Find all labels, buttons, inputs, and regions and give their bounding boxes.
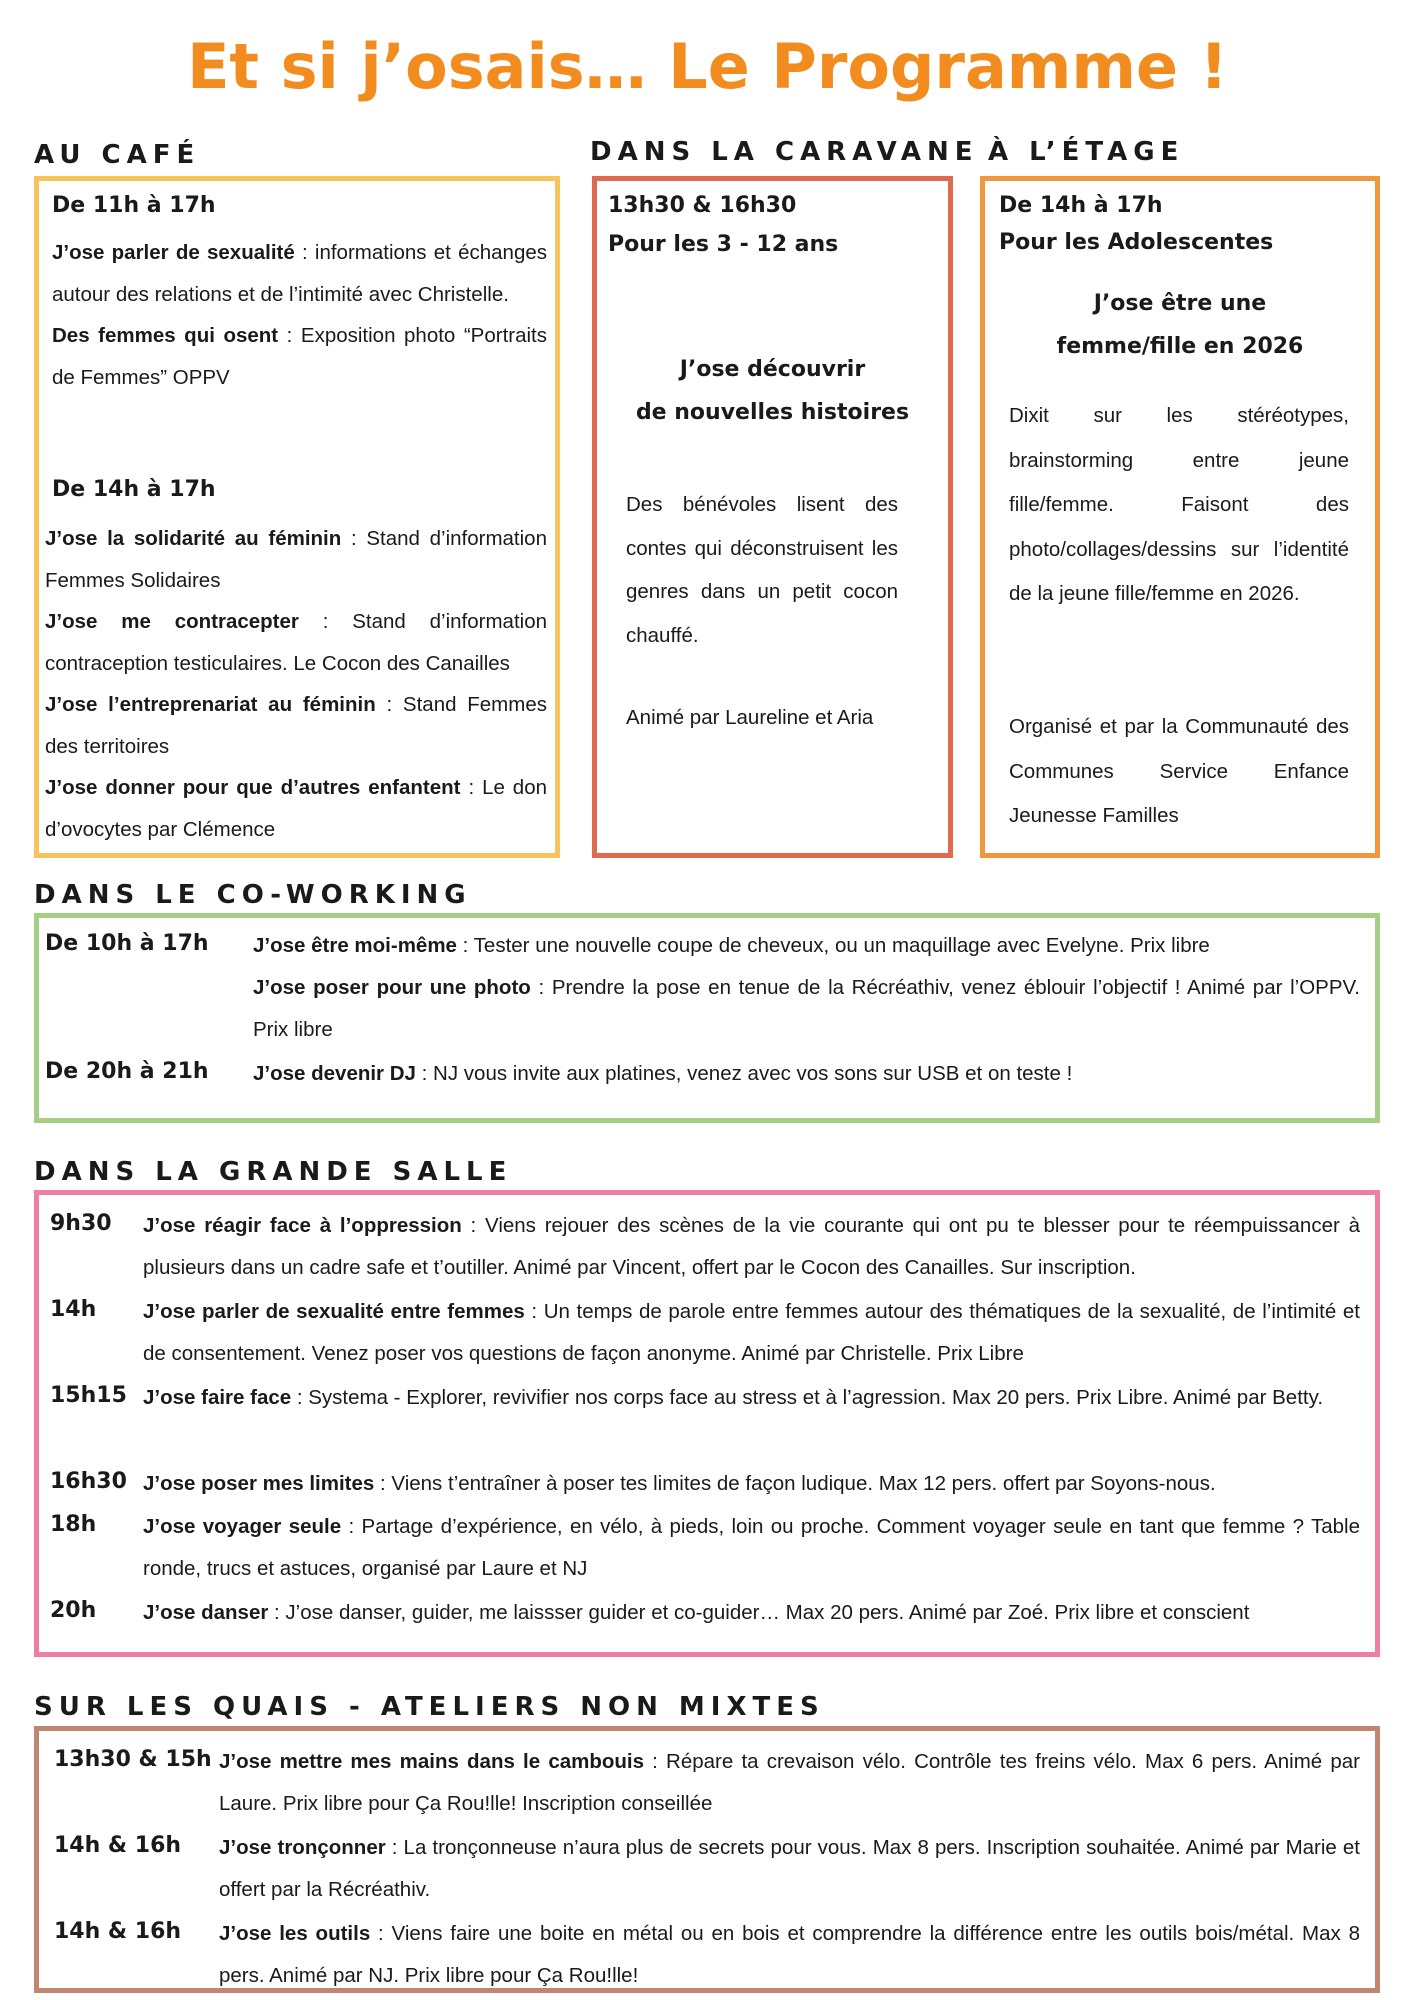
cafe-item: J’ose la solidarité au féminin : Stand d’information Femmes Solidaires — [45, 527, 547, 592]
row-description: J’ose parler de sexualité entre femmes : Un temps de parole entre femmes autour des thématiques de la sexualité, de l’intimité et de consentement. Venez poser vos questions de façon anonyme. Animé par Christelle. Prix Libre — [143, 1300, 1360, 1365]
caravane-time: 13h30 & 16h30 — [608, 193, 797, 218]
row-time: 13h30 & 15h — [54, 1747, 212, 1772]
quais-box — [34, 1726, 1380, 1993]
row-time: 20h — [50, 1598, 97, 1623]
section-heading-cafe: AU CAFÉ — [34, 140, 201, 170]
row-time: 14h & 16h — [54, 1833, 182, 1858]
etage-title-line1: J’ose être une — [1093, 291, 1267, 316]
cafe-box — [34, 176, 560, 858]
row-description: J’ose réagir face à l’oppression : Viens rejouer des scènes de la vie courante qui ont pu te blesser pour te réempuissancer à plusieurs dans un cadre safe et t’outiller. Animé par Vincent, offert par le Cocon des Canailles. Sur inscription. — [143, 1214, 1360, 1279]
cafe-item: J’ose parler de sexualité : informations et échanges autour des relations et de l’intimité avec Christelle. — [52, 241, 548, 306]
caravane-box — [592, 176, 953, 858]
caravane-title-line1: J’ose découvrir — [679, 357, 866, 382]
etage-audience: Pour les Adolescentes — [999, 230, 1274, 255]
row-description: J’ose voyager seule : Partage d’expérience, en vélo, à pieds, loin ou proche. Comment voyager seule en tant que femme ? Table ronde, trucs et astuces, organisé par Laure et NJ — [143, 1515, 1360, 1580]
coworking-box — [34, 913, 1380, 1123]
section-heading-coworking: DANS LE CO-WORKING — [34, 880, 472, 910]
row-time: 15h15 — [50, 1383, 127, 1408]
row-description: J’ose les outils : Viens faire une boite en métal ou en bois et comprendre la différence entre les outils bois/métal. Max 8 pers. Animé par NJ. Prix libre pour Ça Rou!lle! — [219, 1922, 1360, 1987]
section-heading-caravane: DANS LA CARAVANE — [590, 137, 979, 167]
section-heading-etage: À L’ÉTAGE — [988, 137, 1185, 167]
row-description: J’ose faire face : Systema - Explorer, revivifier nos corps face au stress et à l’agression. Max 20 pers. Prix Libre. Animé par Betty. — [143, 1386, 1324, 1409]
etage-box — [980, 176, 1380, 858]
row-description: J’ose danser : J’ose danser, guider, me laissser guider et co-guider… Max 20 pers. Animé par Zoé. Prix libre et conscient — [143, 1601, 1250, 1624]
row-description: J’ose poser pour une photo : Prendre la pose en tenue de la Récréathiv, venez éblouir l’objectif ! Animé par l’OPPV. Prix libre — [253, 976, 1360, 1041]
page-title: Et si j’osais… Le Programme ! — [187, 30, 1228, 103]
cafe-item: J’ose l’entreprenariat au féminin : Stand Femmes des territoires — [45, 693, 547, 758]
section-heading-grande-salle: DANS LA GRANDE SALLE — [34, 1157, 513, 1187]
row-description: J’ose devenir DJ : NJ vous invite aux platines, venez avec vos sons sur USB et on teste ! — [253, 1062, 1073, 1085]
cafe-item: J’ose donner pour que d’autres enfantent : Le don d’ovocytes par Clémence — [45, 776, 547, 841]
caravane-description: Des bénévoles lisent des contes qui déconstruisent les genres dans un petit cocon chauffé. — [626, 493, 898, 647]
row-time: 18h — [50, 1512, 97, 1537]
cafe-item: J’ose me contracepter : Stand d’information contraception testiculaires. Le Cocon des Canailles — [45, 610, 547, 675]
etage-description: Dixit sur les stéréotypes, brainstorming entre jeune fille/femme. Faisont des photo/collages/dessins sur l’identité de la jeune fille/femme en 2026. — [1009, 404, 1349, 605]
caravane-title-line2: de nouvelles histoires — [635, 400, 910, 425]
caravane-audience: Pour les 3 - 12 ans — [608, 232, 839, 257]
row-time: 16h30 — [50, 1469, 127, 1494]
row-time: 14h — [50, 1297, 97, 1322]
cafe-morning-list — [52, 232, 547, 398]
row-description: J’ose mettre mes mains dans le cambouis : Répare ta crevaison vélo. Contrôle tes freins vélo. Max 6 pers. Animé par Laure. Prix libre pour Ça Rou!lle! Inscription conseillée — [219, 1750, 1361, 1815]
cafe-afternoon-list — [45, 518, 547, 850]
etage-time: De 14h à 17h — [999, 193, 1163, 218]
cafe-item: Des femmes qui osent : Exposition photo “Portraits de Femmes” OPPV — [52, 324, 548, 389]
row-time: De 20h à 21h — [45, 1059, 209, 1084]
row-description: J’ose être moi-même : Tester une nouvelle coupe de cheveux, ou un maquillage avec Evelyne. Prix libre — [253, 934, 1210, 957]
caravane-animator: Animé par Laureline et Aria — [626, 706, 874, 729]
row-time: 14h & 16h — [54, 1919, 182, 1944]
row-description: J’ose poser mes limites : Viens t’entraîner à poser tes limites de façon ludique. Max 12 pers. offert par Soyons-nous. — [143, 1472, 1216, 1495]
etage-organizer: Organisé et par la Communauté des Communes Service Enfance Jeunesse Familles — [1009, 715, 1349, 827]
etage-title-line2: femme/fille en 2026 — [1056, 334, 1304, 359]
section-heading-quais: SUR LES QUAIS - ATELIERS NON MIXTES — [34, 1692, 825, 1722]
row-time: De 10h à 17h — [45, 931, 209, 956]
row-time: 9h30 — [50, 1211, 112, 1236]
row-description: J’ose tronçonner : La tronçonneuse n’aura plus de secrets pour vous. Max 8 pers. Inscription souhaitée. Animé par Marie et offert par la Récréathiv. — [219, 1836, 1361, 1901]
cafe-time-morning: De 11h à 17h — [52, 193, 216, 218]
grande-salle-box — [34, 1190, 1380, 1657]
cafe-time-afternoon: De 14h à 17h — [52, 477, 216, 502]
